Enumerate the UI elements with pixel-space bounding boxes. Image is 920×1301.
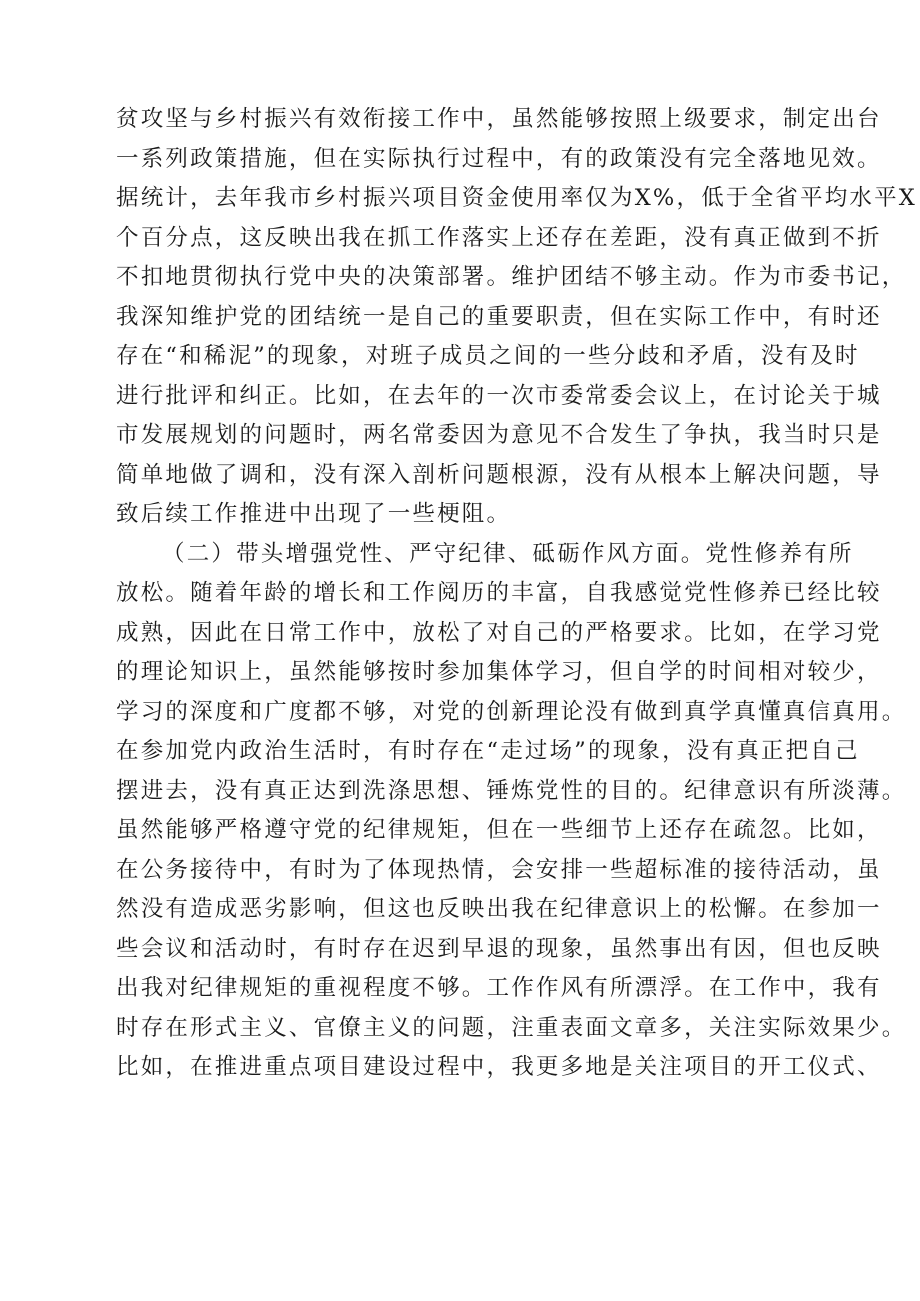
text-line: 致后续工作推进中出现了一些梗阻。 — [116, 501, 512, 527]
text-line: 进行批评和纠正。比如，在去年的一次市委常委会议上，在讨论关于城 — [116, 382, 882, 409]
text-line: 出我对纪律规矩的重视程度不够。工作作风有所漂浮。在工作中，我有 — [116, 975, 882, 1001]
text-line: 学习的深度和广度都不够，对党的创新理论没有做到真学真懂真信真用。 — [116, 698, 907, 725]
text-line: 在公务接待中，有时为了体现热情，会安排一些超标准的接待活动，虽 — [116, 856, 882, 883]
text-line: 不扣地贯彻执行党中央的决策部署。维护团结不够主动。作为市委书记， — [116, 264, 907, 290]
text-line: 存在“和稀泥”的现象，对班子成员之间的一些分歧和矛盾，没有及时 — [116, 343, 860, 369]
text-line: 据统计，去年我市乡村振兴项目资金使用率仅为X%，低于全省平均水平X — [116, 185, 918, 211]
text-line: 放松。随着年龄的增长和工作阅历的丰富，自我感觉党性修养已经比较 — [116, 580, 882, 606]
text-line: 些会议和活动时，有时存在迟到早退的现象，虽然事出有因，但也反映 — [116, 935, 882, 962]
text-line: 在参加党内政治生活时，有时存在“走过场”的现象，没有真正把自己 — [116, 738, 860, 764]
text-line: 然没有造成恶劣影响，但这也反映出我在纪律意识上的松懈。在参加一 — [116, 896, 882, 922]
text-line: 一系列政策措施，但在实际执行过程中，有的政策没有完全落地见效。 — [116, 145, 882, 172]
text-line: 成熟，因此在日常工作中，放松了对自己的严格要求。比如，在学习党 — [116, 619, 882, 646]
text-line: 虽然能够严格遵守党的纪律规矩，但在一些细节上还存在疏忽。比如， — [116, 817, 882, 843]
section-heading-line: （二）带头增强党性、严守纪律、砥砺作风方面。党性修养有所 — [162, 540, 854, 567]
document-body-text — [116, 100, 918, 1088]
text-line: 市发展规划的问题时，两名常委因为意见不合发生了争执，我当时只是 — [116, 422, 882, 448]
text-line: 我深知维护党的团结统一是自己的重要职责，但在实际工作中，有时还 — [116, 303, 882, 330]
text-line: 时存在形式主义、官僚主义的问题，注重表面文章多，关注实际效果少。 — [116, 1014, 907, 1041]
text-line: 的理论知识上，虽然能够按时参加集体学习，但自学的时间相对较少， — [116, 659, 882, 685]
text-line: 摆进去，没有真正达到洗涤思想、锤炼党性的目的。纪律意识有所淡薄。 — [116, 777, 907, 804]
text-line: 比如，在推进重点项目建设过程中，我更多地是关注项目的开工仪式、 — [116, 1054, 882, 1080]
text-line: 简单地做了调和，没有深入剖析问题根源，没有从根本上解决问题，导 — [116, 461, 882, 488]
text-line: 贫攻坚与乡村振兴有效衔接工作中，虽然能够按照上级要求，制定出台 — [116, 106, 882, 132]
text-line: 个百分点，这反映出我在抓工作落实上还存在差距，没有真正做到不折 — [116, 224, 882, 251]
